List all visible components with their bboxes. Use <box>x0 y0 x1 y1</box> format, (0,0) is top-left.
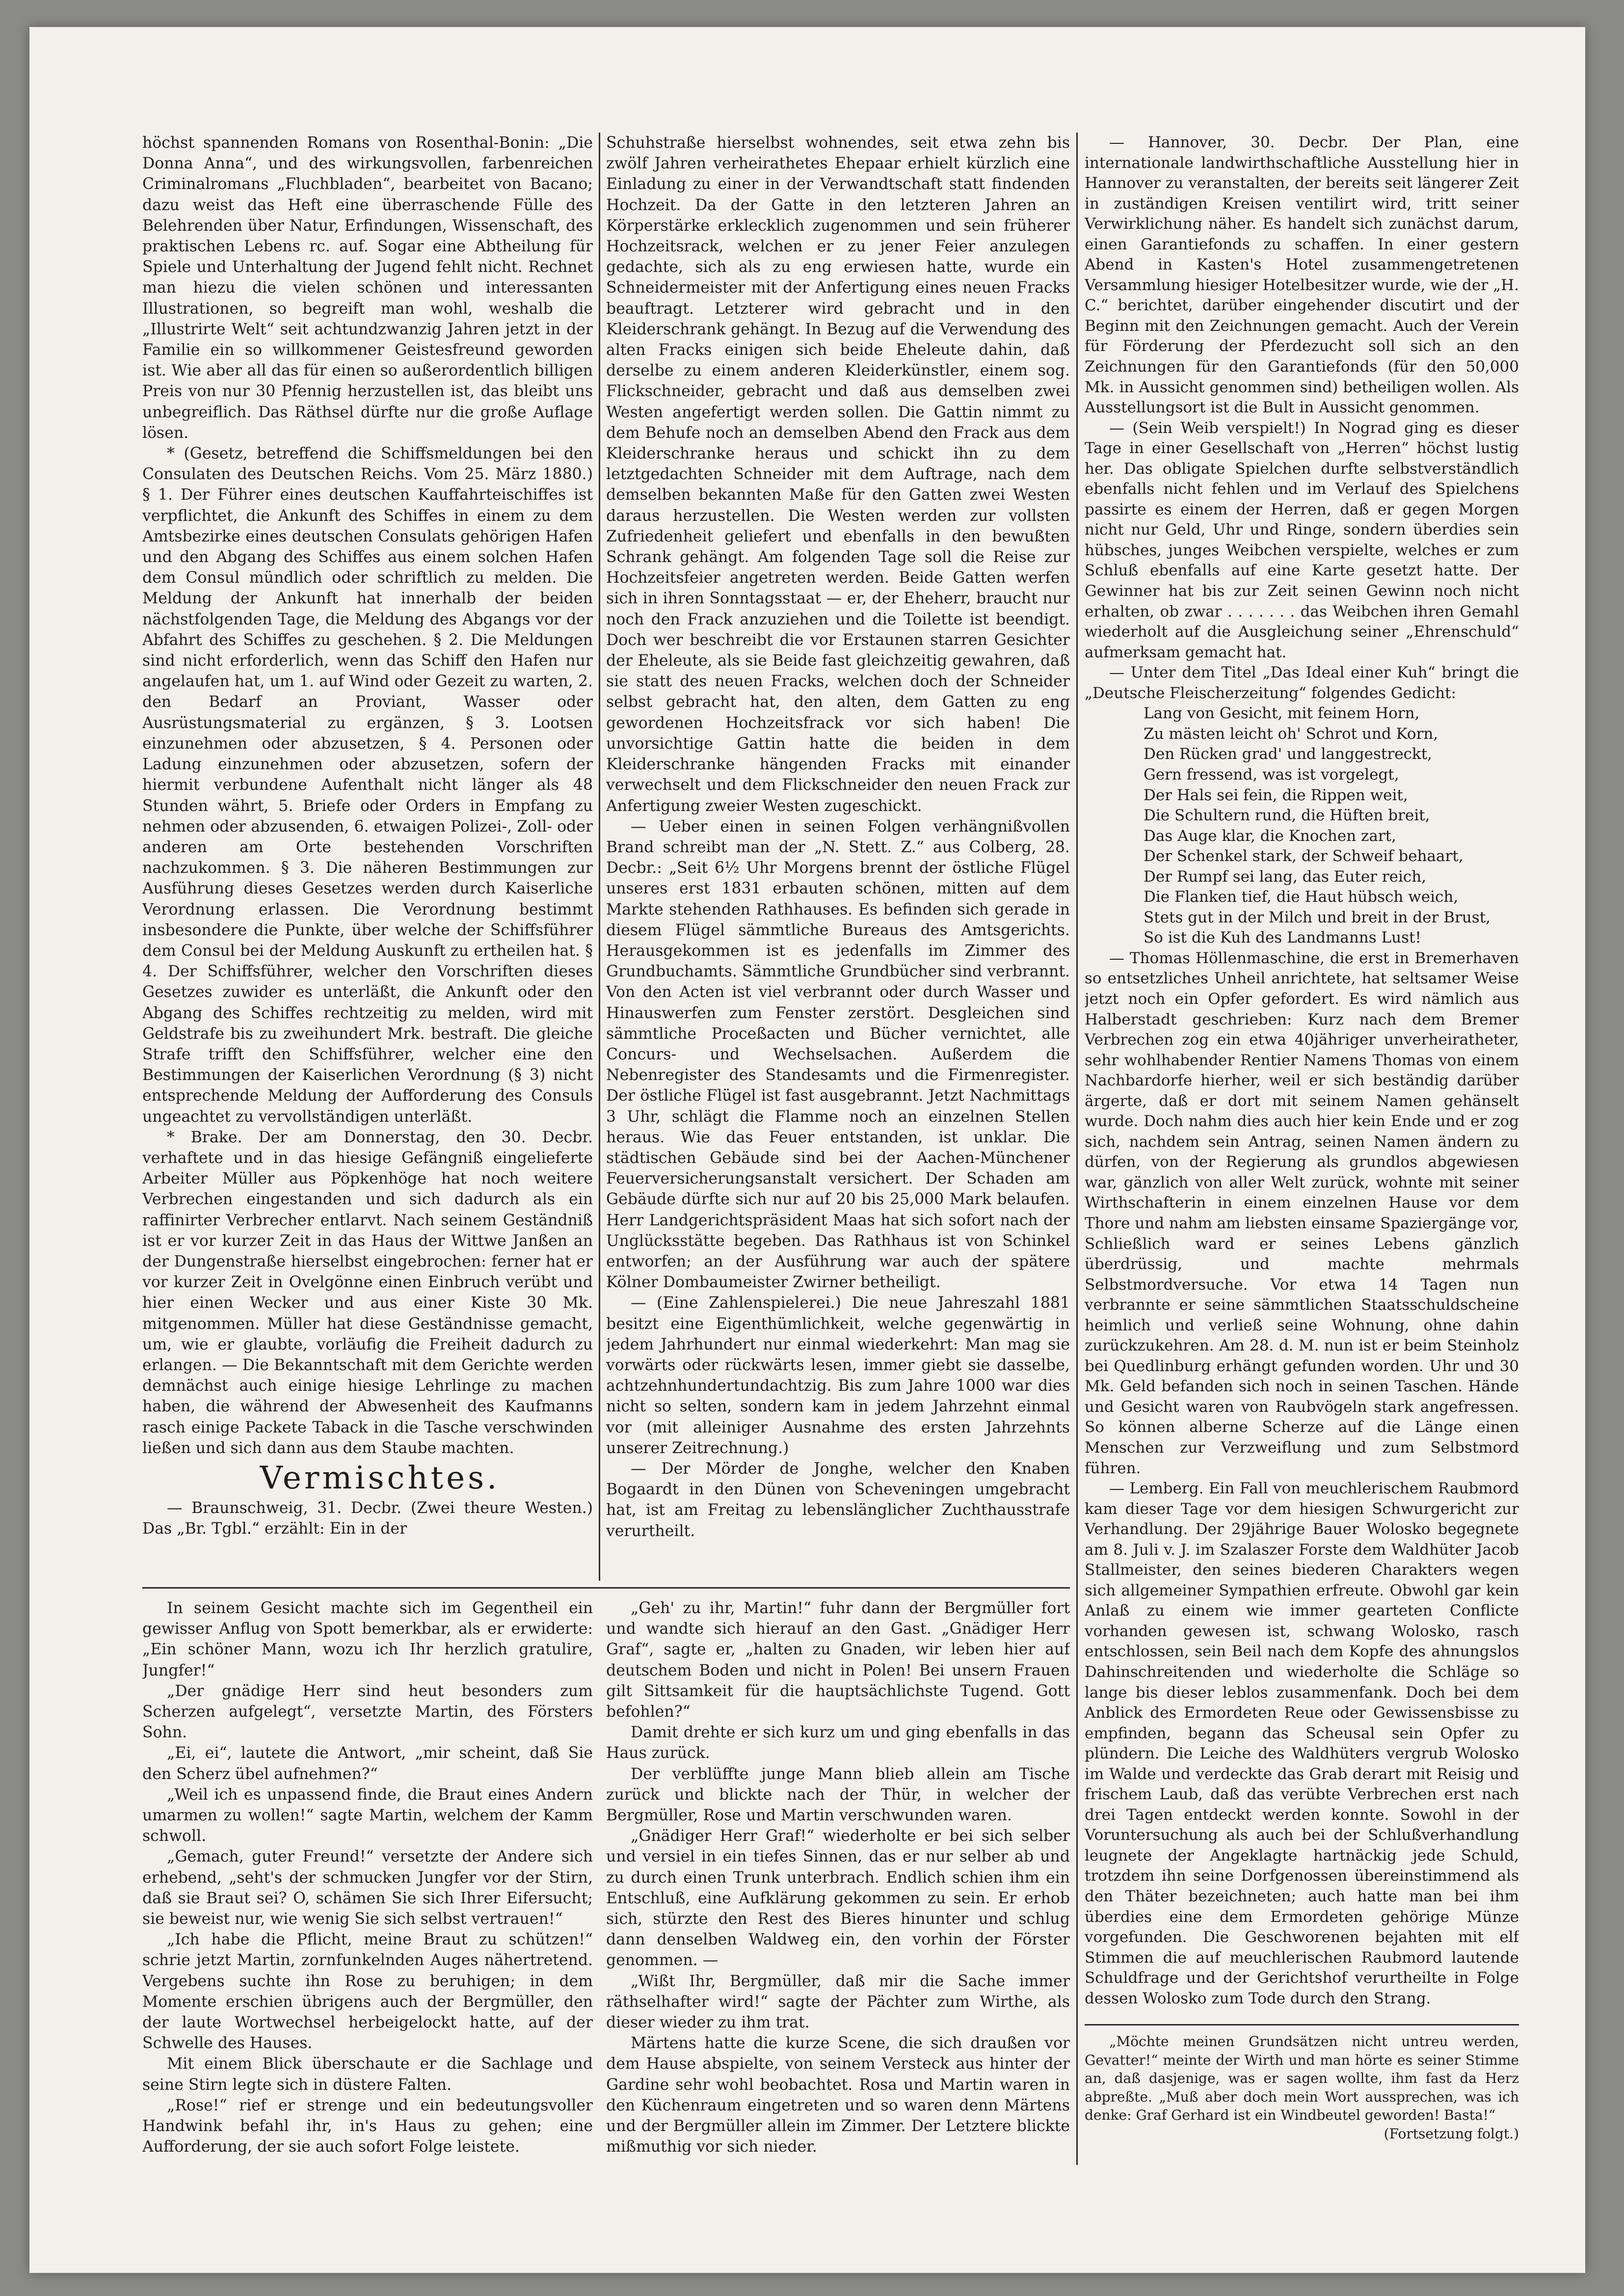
story-paragraph: Der verblüffte junge Mann blieb allein am Tische zurück und blickte nach der Thür, in welcher der Bergmüller, Rose und Martin verschwunden waren. <box>606 1765 1070 1825</box>
number-game-article: — (Eine Zahlenspielerei.) Die neue Jahreszahl 1881 besitzt eine Eigenthümlichkeit, welche gegenwärtig in jedem Jahrhundert nur einmal wiederkehrt: Man mag sie vorwärts oder rückwärts lesen, immer giebt sie dasselbe, achtzehnhundertundachtzig. Bis zum Jahre 1000 war dies nicht so selten, sondern kam in jedem Jahrzehnt einmal vor (mit alleiniger Ausnahme des ersten Jahrzehnts unserer Zeitrechnung.) <box>606 1294 1070 1457</box>
story-paragraph: „Ich habe die Pflicht, meine Braut zu schützen!“ schrie jetzt Martin, zornfunkelnden Auges nähertretend. Vergebens suchte ihn Rose zu beruhigen; in dem Momente erschien übrigens auch der Bergmüller, den der laute Wortwechsel herbeigelockt hatte, auf der Schwelle des Hauses. <box>142 1931 593 2053</box>
section-heading-vermischtes: Vermischtes. <box>260 1460 500 1496</box>
story-paragraph: „Der gnädige Herr sind heut besonders zum Scherzen aufgelegt“, versetzte Martin, des Försters Sohn. <box>142 1682 593 1742</box>
continuation-note: (Fortsetzung folgt.) <box>1384 2125 1519 2142</box>
story-paragraph: „Geh' zu ihr, Martin!“ fuhr dann der Bergmüller fort und wandte sich hierauf an den Gast. „Gnädiger Herr Graf“, sagte er, „halten zu Gnaden, wir leben hier auf deutschem Boden und nicht in Polen! Bei unsern Frauen gilt Sittsamkeit für die hauptsächlichste Tugend. Gott befohlen?“ <box>606 1599 1070 1721</box>
newspaper-page <box>29 27 1585 2273</box>
hannover-exhibition-article: — Hannover, 30. Decbr. Der Plan, eine internationale landwirthschaftliche Ausstellung hier in Hannover zu veranstalten, der bereits seit längerer Zeit in zuständigen Kreisen ventilirt wird, tritt seiner Verwirklichung näher. Es handelt sich zunächst darum, einen Garantiefonds zu schaffen. In einer gestern Abend in Kasten's Hotel zusammengetretenen Versammlung hiesiger Hotelbesitzer wurde, wie der „H. C.“ berichtet, darüber eingehender discutirt und der Beginn mit den Zeichnungen gemacht. Auch der Verein für Förderung der Pferdezucht soll sich an den Zeichnungen für den Garantiefonds (für den 50,000 Mk. in Aussicht genommen sind) betheiligen wollen. Als Ausstellungsort ist die Bult in Aussicht genommen. <box>1085 134 1519 417</box>
feuilleton-divider <box>142 1587 1070 1589</box>
story-paragraph: „Weil ich es unpassend finde, die Braut eines Andern umarmen zu wollen!“ sagte Martin, welchem der Kamm schwoll. <box>142 1785 593 1845</box>
poem-line: Stets gut in der Milch und breit in der Brust, <box>1144 908 1491 926</box>
poem-line: So ist die Kuh des Landmanns Lust! <box>1144 929 1421 947</box>
wife-gambled-article: — (Sein Weib verspielt!) In Nograd ging es dieser Tage in einer Gesellschaft von „Herren“ höchst lustig her. Das obligate Spielchen durfte selbstverständlich ebenfalls nicht fehlen und im Verlauf des Spielchens passirte es einem der Herren, daß er gegen Morgen nicht nur Geld, Uhr und Ringe, sondern überdies sein hübsches, junges Weibchen verspielte, welches er zum Schluß ebenfalls auf eine Karte gesetzt hatte. Der Gewinner hat bis zur Zeit seinen Gewinn noch nicht erhalten, ob zwar . . . . . . . das Weibchen ihren Gemahl wiederholt auf die Ausgleichung seiner „Ehrenschuld“ aufmerksam gemacht hat. <box>1085 419 1519 661</box>
feuilleton-divider <box>1085 2024 1519 2026</box>
poem-line: Die Flanken tief, die Haut hübsch weich, <box>1144 888 1459 906</box>
thomas-infernal-machine-article: — Thomas Höllenmaschine, die erst in Bremerhaven so entsetzliches Unheil anrichtete, hat seltsamer Weise jetzt noch ein Opfer gefordert. Es wird nämlich aus Halberstadt geschrieben: Kurz nach dem Bremer Verbrechen zog ein etwa 40jähriger unverheiratheter, sehr wohlhabender Rentier Namens Thomas von einem Nachbardorfe hierher, weil er sich beständig darüber ärgerte, daß er dort mit seinem Namen gehänselt wurde. Doch nahm dies auch hier kein Ende und er zog sich, nachdem sein Antrag, seinen Namen ändern zu dürfen, von der Regierung als grundlos abgewiesen war, gänzlich von aller Welt zurück, wohnte mit seiner Wirthschafterin in einem einzelnen Hause vor dem Thore und nahm am liebsten einsame Spaziergänge vor, Schließlich ward er seines Lebens gänzlich überdrüssig, und machte mehrmals Selbstmordversuche. Vor etwa 14 Tagen nun verbrannte er seine sämmtlichen Staatsschuldscheine heimlich und verließ seine Wohnung, ohne dahin zurückzukehren. Am 28. d. M. nun ist er beim Steinholz bei Quedlinburg erhängt gefunden worden. Uhr und 30 Mk. Geld befanden sich noch in seinen Taschen. Hände und Gesicht waren von Raubvögeln stark angefressen. So können alberne Scherze auf die Länge einen Menschen zur Verzweiflung und zum Selbstmord führen. <box>1085 949 1519 1477</box>
story-paragraph: „Ei, ei“, lautete die Antwort, „mir scheint, daß Sie den Scherz übel aufnehmen?“ <box>142 1744 593 1783</box>
ideal-cow-intro: — Unter dem Titel „Das Ideal einer Kuh“ bringt die „Deutsche Fleischerzeitung“ folgendes Gedicht: <box>1085 664 1519 702</box>
feuilleton-column-middle <box>606 1598 1070 2160</box>
feuilleton-column-right <box>1085 2032 1519 2162</box>
poem-line: Die Schultern rund, die Hüften breit, <box>1144 807 1430 825</box>
poem-line: Der Rumpf sei lang, das Euter reich, <box>1144 867 1427 886</box>
poem-line: Der Schenkel stark, der Schweif behaart, <box>1144 847 1464 865</box>
brake-news-article: * Brake. Der am Donnerstag, den 30. Decbr. verhaftete und in das hiesige Gefängniß eingelieferte Arbeiter Müller aus Pöpkenhöge hat noch weitere Verbrechen eingestanden und sich dadurch als ein raffinirter Verbrecher entlarvt. Nach seinem Geständniß ist er vor kurzer Zeit in das Haus der Wittwe Janßen an der Dungenstraße hierselbst eingebrochen: ferner hat er vor kurzer Zeit in Ovelgönne einen Einbruch verübt und hier einen Wecker und aus einer Kiste 30 Mk. mitgenommen. Müller hat diese Geständnisse gemacht, um, wie er glaubte, vorläufig die Freiheit dadurch zu erlangen. — Die Bekanntschaft mit dem Gerichte werden demnächst auch einige hiesige Lehrlinge zu machen haben, die während der Abwesenheit des Kaufmanns rasch einige Packete Taback in die Tasche verschwinden ließen und sich dann aus dem Staube machten. <box>142 1128 593 1457</box>
braunschweig-article-continued: Schuhstraße hierselbst wohnendes, seit etwa zehn bis zwölf Jahren verheirathetes Ehepaar erhielt kürzlich eine Einladung zu einer in der Verwandtschaft statt findenden Hochzeit. Da der Gatte in den letzteren Jahren an Körperstärke erklecklich zugenommen und sein früherer Hochzeitsrack, welchen er zu jener Feier anzulegen gedachte, sich als zu eng erwiesen hatte, wurde ein Schneidermeister mit der Anfertigung eines neuen Fracks beauftragt. Letzterer wird gebracht und in den Kleiderschrank gehängt. In Bezug auf die Verwendung des alten Fracks einigen sich beide Eheleute dahin, daß derselbe zu einem anderen Kleiderkünstler, einem sog. Flickschneider, gebracht und daß aus demselben zwei Westen angefertigt werden sollen. Die Gattin nimmt zu dem Behufe noch an demselben Abend den Frack aus dem Kleiderschranke heraus und schickt ihn zu dem letztgedachten Schneider mit dem Auftrage, nach dem demselben bekannten Maße für den Gatten zwei Westen daraus herzustellen. Die Westen werden zur vollsten Zufriedenheit geliefert und ebenfalls in den bewußten Schrank gehängt. Am folgenden Tage soll die Reise zur Hochzeitsfeier angetreten werden. Beide Gatten werfen sich in ihren Sonntagsstaat — er, der Eheherr, braucht nur noch den Frack anzuziehen und die Toilette ist beendigt. Doch wer beschreibt die vor Erstaunen starren Gesichter der Eheleute, als sie Beide fast gleichzeitig gewahren, daß sie statt des neuen Fracks, welchen doch der Schneider selbst gebracht hat, den alten, dem Gatten zu eng gewordenen Hochzeitsfrack vor sich haben! Die unvorsichtige Gattin hatte die beiden in dem Kleiderschranke hängenden Fracks mit einander verwechselt und dem Flickschneider den neuen Frack zur Anfertigung zweier Westen zugeschickt. <box>606 134 1070 815</box>
story-paragraph: In seinem Gesicht machte sich im Gegentheil ein gewisser Anflug von Spott bemerkbar, als er erwiderte: „Ein schöner Mann, wozu ich Ihr herzlich gratulire, Jungfer!“ <box>142 1599 593 1679</box>
poem-line: Zu mästen leicht oh' Schrot und Korn, <box>1144 725 1438 743</box>
braunschweig-article-start: — Braunschweig, 31. Decbr. (Zwei theure Westen.) Das „Br. Tgbl.“ erzählt: Ein in der <box>142 1499 593 1538</box>
article-column-1 <box>142 133 593 1578</box>
story-paragraph: „Rose!“ rief er strenge und ein bedeutungsvoller Handwink befahl ihr, in's Haus zu gehen; eine Aufforderung, der sie auch sofort Folge leistete. <box>142 2096 593 2156</box>
column-divider <box>1076 133 1078 2165</box>
feuilleton-column-left <box>142 1598 593 2160</box>
column-divider <box>599 133 600 1581</box>
serial-review-text: höchst spannenden Romans von Rosenthal-Bonin: „Die Donna Anna“, und des wirkungsvollen, farbenreichen Criminalromans „Fluchbladen“, bearbeitet von Bacano; dazu weist das Heft eine überraschende Fülle des Belehrenden über Natur, Erfindungen, Wissenschaft, des praktischen Lebens rc. auf. Sogar eine Abtheilung für Spiele und Unterhaltung der Jugend fehlt nicht. Rechnet man hiezu die vielen schönen und interessanten Illustrationen, so begreift man wohl, weshalb die „Illustrirte Welt“ seit achtundzwanzig Jahren jetzt in der Familie ein so willkommener Geistesfreund geworden ist. Wie aber all das für einen so außerordentlich billigen Preis von nur 30 Pfennig herzustellen ist, das bleibt uns unbegreiflich. Das Räthsel dürfte nur die große Auflage lösen. <box>142 134 593 442</box>
story-paragraph: Märtens hatte die kurze Scene, die sich draußen vor dem Hause abspielte, von seinem Versteck aus hinter der Gardine sehr wohl beobachtet. Rosa und Martin waren in den Küchenraum eingetreten und so waren denn Märtens und der Bergmüller allein im Zimmer. Der Letztere blickte mißmuthig vor sich nieder. <box>606 2034 1070 2156</box>
poem-line: Den Rücken grad' und langgestreckt, <box>1144 745 1433 763</box>
article-column-2 <box>606 133 1070 1578</box>
story-paragraph: „Wißt Ihr, Bergmüller, daß mir die Sache immer räthselhafter wird!“ sagte der Pächter zum Wirthe, als dieser wieder zu ihm trat. <box>606 1972 1070 2032</box>
poem-line: Gern fressend, was ist vorgelegt, <box>1144 765 1399 783</box>
story-paragraph: „Möchte meinen Grundsätzen nicht untreu werden, Gevatter!“ meinte der Wirth und man hörte es seiner Stimme an, daß dasjenige, was er sagen wollte, ihm fast da Herz abpreßte. „Muß aber doch mein Wort aussprechen, was ich denke: Graf Gerhard ist ein Windbeutel geworden! Basta!“ <box>1085 2033 1519 2124</box>
story-paragraph: „Gnädiger Herr Graf!“ wiederholte er bei sich selber und versiel in ein tiefes Sinnen, das er nur selber ab und zu durch einen Trunk unterbrach. Endlich schien ihm ein Entschluß, eine Aufklärung gekommen zu sein. Er erhob sich, stürzte den Rest des Bieres hinunter und schlug dann denselben Waldweg ein, den vorhin der Förster genommen. — <box>606 1827 1070 1970</box>
story-paragraph: Mit einem Blick überschaute er die Sachlage und seine Stirn legte sich in düstere Falten. <box>142 2055 593 2094</box>
article-column-3 <box>1085 133 1519 2032</box>
story-paragraph: „Gemach, guter Freund!“ versetzte der Andere sich erhebend, „seht's der schmucken Jungfer vor der Stirn, daß sie Braut sei? O, schämen Sie sich Ihrer Eifersucht; sie beweist nur, wie wenig Sie sich selbst vertrauen!“ <box>142 1848 593 1928</box>
poem-line: Das Auge klar, die Knochen zart, <box>1144 827 1396 845</box>
murderer-verdict-article: — Der Mörder de Jonghe, welcher den Knaben Bogaardt in den Dünen von Scheveningen umgebracht hat, ist am Freitag zu lebenslänglicher Zuchthausstrafe verurtheilt. <box>606 1460 1070 1540</box>
story-paragraph: Damit drehte er sich kurz um und ging ebenfalls in das Haus zurück. <box>606 1724 1070 1762</box>
poem-line: Lang von Gesicht, mit feinem Horn, <box>1144 704 1420 723</box>
lemberg-murder-article: — Lemberg. Ein Fall von meuchlerischem Raubmord kam dieser Tage vor dem hiesigen Schwurgericht zur Verhandlung. Der 29jährige Bauer Wolosko begegnete am 8. Juli v. J. im Szalaszer Forste dem Waldhüter Jacob Stallmeister, den seines biederen Charakters wegen sich allgemeiner Sympathien erfreute. Obwohl gar kein Anlaß zu einem wie immer gearteten Conflicte vorhanden gewesen ist, schwang Wolosko, rasch entschlossen, sein Beil nach dem Kopfe des ahnungslos Dahinschreitenden und wiederholte die Schläge so lange bis dieser leblos zusammenfank. Doch bei dem Anblick des Ermordeten Reue oder Gewissensbisse zu empfinden, begann das Scheusal sein Opfer zu plündern. Die Leiche des Waldhüters vergrub Wolosko im Walde und verdeckte das Grab derart mit Reisig und frischem Laub, daß das verübte Verbrechen erst nach drei Tagen entdeckt werden konnte. Sowohl in der Voruntersuchung als auch bei der Schlußverhandlung leugnete der Angeklagte hartnäckig jede Schuld, trotzdem ihn seine Dorfgenossen übereinstimmend als den Thäter bezeichneten; auch hatte man bei ihm überdies eine dem Ermordeten gehörige Münze vorgefunden. Die Geschworenen bejahten mit elf Stimmen die auf meuchlerischen Raubmord lautende Schuldfrage und der Gerichtshof verurtheilte in Folge dessen Wolosko zum Tode durch den Strang. <box>1085 1480 1519 2007</box>
poem-line: Der Hals sei fein, die Rippen weit, <box>1144 786 1408 804</box>
ship-reports-law-article: * (Gesetz, betreffend die Schiffsmeldungen bei den Consulaten des Deutschen Reichs. Vom 25. März 1880.) § 1. Der Führer eines deutschen Kauffahrteischiffes ist verpflichtet, die Ankunft des Schiffes in einem zu dem Amtsbezirke eines deutschen Consulats gehörigen Hafen und den Abgang des Schiffes aus einem solchen Hafen dem Consul mündlich oder schriftlich zu melden. Die Meldung der Ankunft hat innerhalb der beiden nächstfolgenden Tage, die Meldung des Abgangs vor der Abfahrt des Schiffes zu geschehen. § 2. Die Meldungen sind nicht erforderlich, wenn das Schiff den Hafen nur angelaufen hat, um 1. auf Wind oder Gezeit zu warten, 2. den Bedarf an Proviant, Wasser oder Ausrüstungsmaterial zu ergänzen, § 3. Lootsen einzunehmen oder abzusetzen, § 4. Personen oder Ladung einzunehmen oder abzusetzen, sofern der hiermit verbundene Aufenthalt nicht länger als 48 Stunden währt, 5. Briefe oder Orders in Empfang zu nehmen oder abzusenden, 6. etwaigen Polizei-, Zoll- oder anderen am Orte bestehenden Vorschriften nachzukommen. § 3. Die näheren Bestimmungen zur Ausführung dieses Gesetzes werden durch Kaiserliche Verordnung erlassen. Die Verordnung bestimmt insbesondere die Punkte, über welche der Schiffsführer dem Consul bei der Meldung Auskunft zu ertheilen hat. § 4. Der Schiffsführer, welcher den Vorschriften dieses Gesetzes zuwider es unterläßt, die Ankunft oder den Abgang des Schiffes rechtzeitig zu melden, wird mit Geldstrafe bis zu zweihundert Mrk. bestraft. Die gleiche Strafe trifft den Schiffsführer, welcher eine den Bestimmungen der Kaiserlichen Verordnung (§ 3) nicht entsprechende Meldung der Aufforderung des Consuls ungeachtet zu vervollständigen unterläßt. <box>142 445 593 1126</box>
colberg-fire-article: — Ueber einen in seinen Folgen verhängnißvollen Brand schreibt man der „N. Stett. Z.“ aus Colberg, 28. Decbr.: „Seit 6½ Uhr Morgens brennt der östliche Flügel unseres erst 1831 erbauten schönen, mitten auf dem Markte stehenden Rathhauses. Es befinden sich gerade in diesem Flügel sämmtliche Bureaus des Amtsgerichts. Herausgekommen ist es jedenfalls im Zimmer des Grundbuchamts. Sämmtliche Grundbücher sind verbrannt. Von den Acten ist viel verbrannt oder durch Wasser und Hinauswerfen zum Fenster zerstört. Desgleichen sind sämmtliche Proceßacten und Bücher vernichtet, alle Concurs- und Wechselsachen. Außerdem die Nebenregister des Standesamts und die Firmenregister. Der östliche Flügel ist fast ausgebrannt. Jetzt Nachmittags 3 Uhr, schlägt die Flamme noch an einzelnen Stellen heraus. Wie das Feuer entstanden, ist unklar. Die städtischen Gebäude sind bei der Aachen-Münchener Feuerversicherungsanstalt versichert. Der Schaden am Gebäude dürfte sich nur auf 20 bis 25,000 Mark belaufen. Herr Landgerichtspräsident Maas hat sich sofort nach der Unglücksstätte begeben. Das Rathhaus ist von Schinkel entworfen; an der Ausführung war auch der spätere Kölner Dombaumeister Zwirner betheiligt. <box>606 817 1070 1292</box>
